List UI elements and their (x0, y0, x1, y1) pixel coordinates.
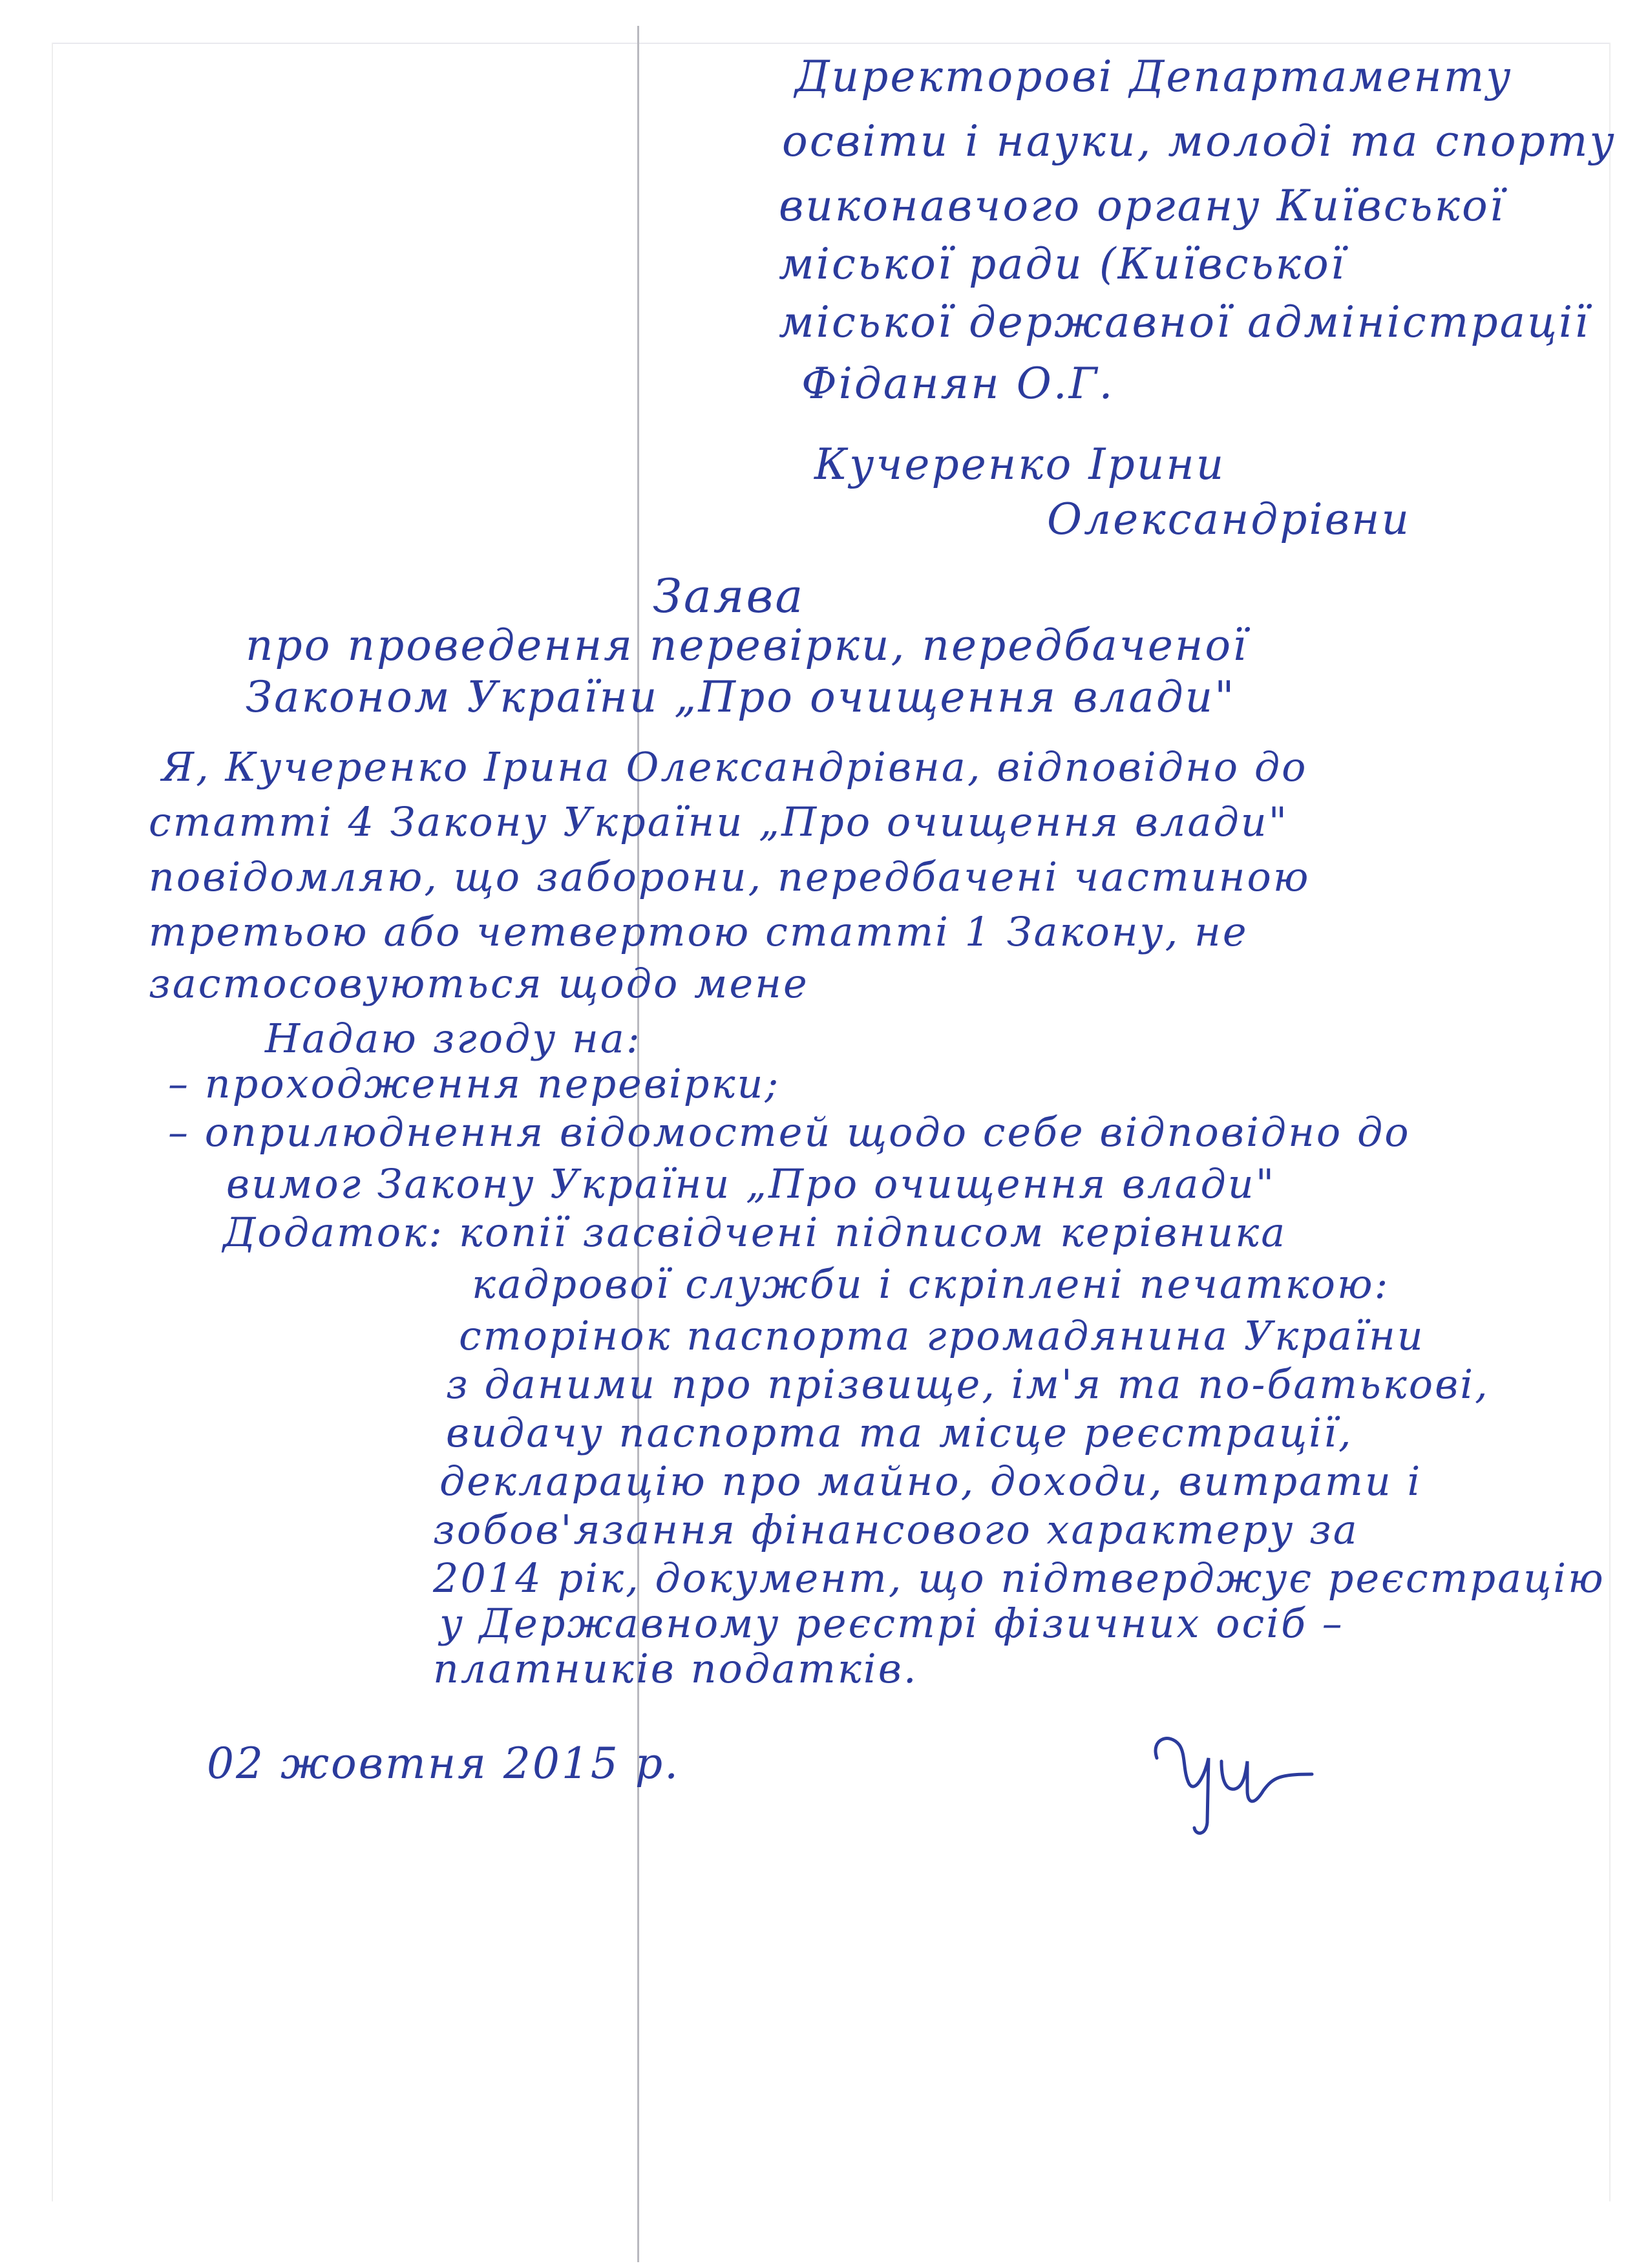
addressee-line: освіти і науки, молоді та спорту (782, 116, 1616, 166)
statement-line: статті 4 Закону України „Про очищення влади" (149, 798, 1289, 845)
attachment-line: сторінок паспорта громадянина України (459, 1312, 1425, 1359)
consent-item: – оприлюднення відомостей щодо себе відповідно до (168, 1108, 1411, 1156)
title-subline: Законом України „Про очищення влади" (246, 672, 1236, 722)
attachment-line: кадрової служби і скріплені печаткою: (472, 1260, 1390, 1308)
statement-line: Я, Кучеренко Ірина Олександрівна, відповідно до (162, 743, 1308, 790)
attachment-line: декларацію про майно, доходи, витрати і (439, 1457, 1422, 1505)
addressee-line: міської ради (Київської (779, 239, 1346, 289)
attachment-label: Додаток: (223, 1209, 445, 1256)
handwritten-signature (1144, 1713, 1325, 1842)
attachment-line: платників податків. (433, 1645, 918, 1692)
page-edge-left (52, 43, 53, 2201)
consent-intro: Надаю згоду на: (265, 1015, 642, 1062)
attachment-line: у Державному реєстрі фізичних осіб – (439, 1600, 1344, 1647)
addressee-line: міської державної адміністрації (779, 297, 1590, 347)
consent-item: вимог Закону України „Про очищення влади" (226, 1160, 1276, 1207)
attachment-line: зобов'язання фінансового характеру за (433, 1506, 1359, 1553)
sender-name-line1: Кучеренко Ірини (814, 440, 1226, 489)
page-edge-right (1609, 43, 1611, 2201)
addressee-line: Директорові Департаменту (795, 52, 1513, 101)
signature-drawing (1144, 1713, 1325, 1842)
statement-line: третьою або четвертою статті 1 Закону, не (149, 908, 1249, 955)
title-subline: про проведення перевірки, передбаченої (246, 620, 1249, 670)
addressee-line: виконавчого органу Київської (779, 181, 1505, 231)
page-edge-top (52, 43, 1609, 44)
document-date: 02 жовтня 2015 р. (207, 1739, 681, 1788)
attachment-line: 2014 рік, документ, що підтверджує реєстрацію (433, 1554, 1605, 1602)
attachment-line: з даними про прізвище, ім'я та по-батькові, (446, 1361, 1490, 1408)
statement-line: повідомляю, що заборони, передбачені частиною (149, 853, 1311, 900)
document-title: Заява (653, 569, 805, 623)
sender-name-line2: Олександрівни (1047, 494, 1411, 544)
statement-line: застосовуються щодо мене (149, 960, 809, 1007)
attachment-line: видачу паспорта та місце реєстрації, (446, 1409, 1353, 1456)
consent-item: – проходження перевірки; (168, 1060, 781, 1107)
addressee-name: Фіданян О.Г. (801, 359, 1115, 408)
attachment-line: копії засвідчені підписом керівника (459, 1209, 1287, 1256)
